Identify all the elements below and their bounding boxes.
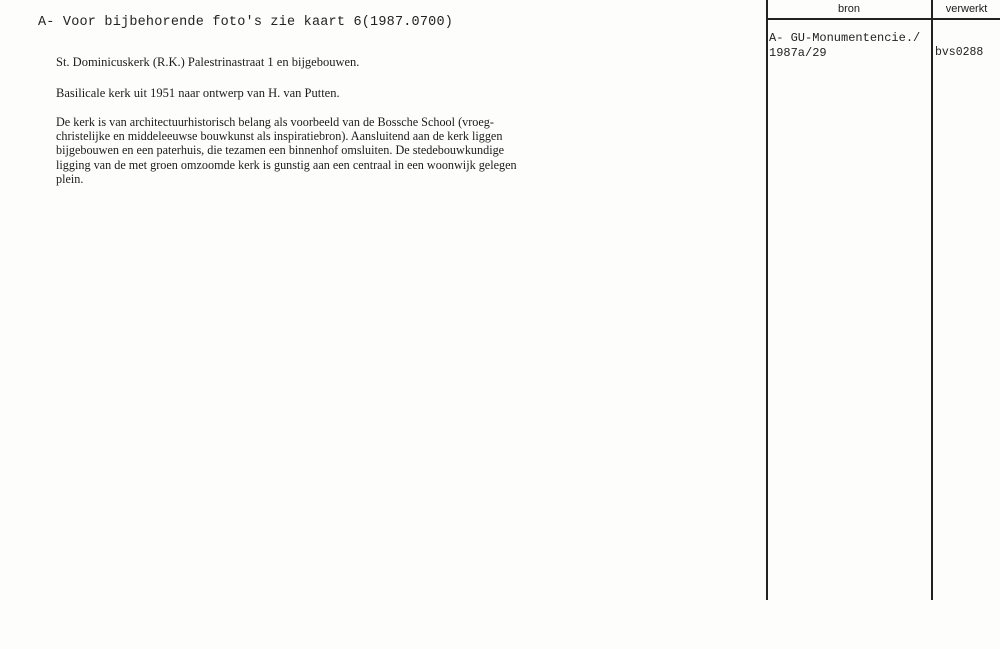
description-line: De kerk is van architectuurhistorisch belang als voorbeeld van de Bossche School (vroeg- (56, 115, 494, 129)
bron-column-header: bron (837, 3, 861, 15)
verwerkt-column-left-rule (931, 0, 933, 600)
page-title: St. Dominicuskerk (R.K.) Palestrinastraat 1 en bijgebouwen. (56, 55, 360, 69)
column-header-rule (766, 18, 1000, 20)
description-line: bijgebouwen en een paterhuis, die tezamen een binnenhof omsluiten. De stedebouwkundige (56, 143, 505, 158)
building-summary: Basilicale kerk uit 1951 naar ontwerp van H. van Putten. (56, 86, 340, 100)
description-line: plein. (56, 171, 84, 186)
verwerkt-column-header: verwerkt (945, 3, 988, 15)
bron-entry-line: A- GU-Monumentencie./ (769, 31, 921, 45)
description-line: christelijke en middeleeuwse bouwkunst als inspiratiebron). Aansluitend aan de kerk liggen (56, 129, 503, 144)
bron-column-left-rule (766, 0, 768, 600)
verwerkt-entry: bvs0288 (935, 46, 984, 59)
bron-entry-line: 1987a/29 (769, 46, 827, 60)
description-paragraph (56, 115, 526, 186)
card-header-reference: A- Voor bijbehorende foto's zie kaart 6(1987.0700) (38, 15, 454, 30)
bron-entry (769, 31, 920, 61)
description-line: ligging van de met groen omzoomde kerk is gunstig aan een centraal in een woonwijk gelegen (56, 157, 517, 172)
